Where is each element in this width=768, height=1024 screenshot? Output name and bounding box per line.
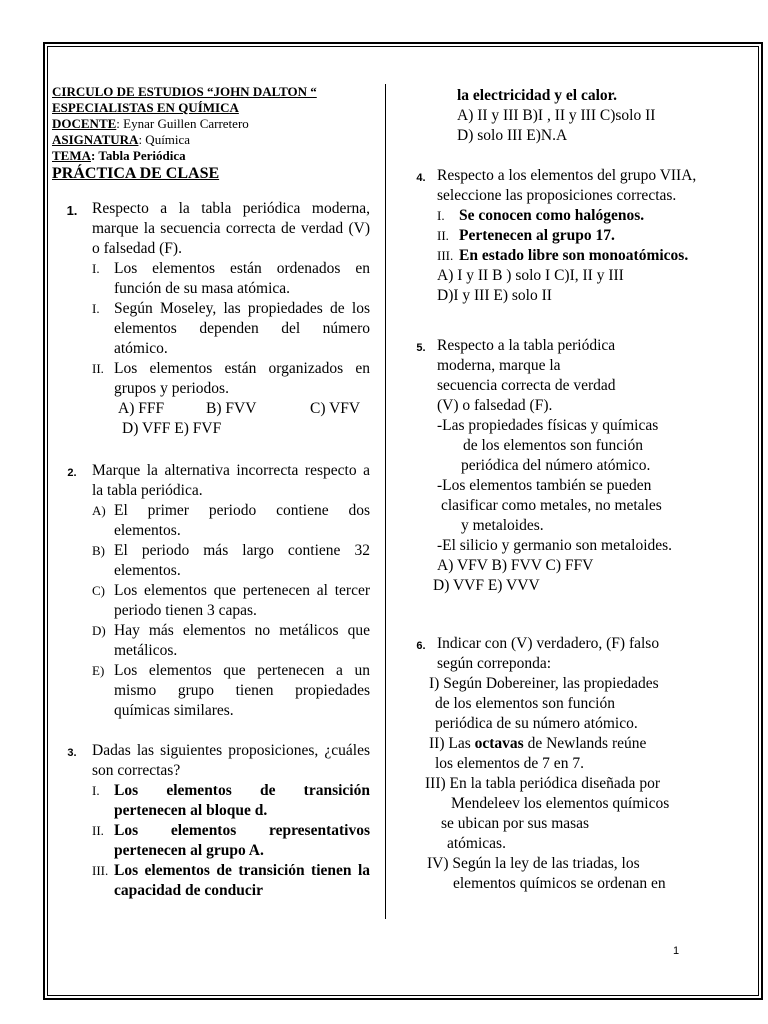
docente-line xyxy=(52,116,370,132)
asignatura-value: : Química xyxy=(138,132,191,147)
statement-i: periódica de su número atómico. xyxy=(435,715,638,732)
question-number: 2. xyxy=(67,467,77,479)
statement: I. Los elementos de transición pertenecen al bloque d. xyxy=(92,782,370,819)
answer-options: D)I y III E) solo II xyxy=(437,287,552,304)
asignatura-line xyxy=(52,132,370,148)
question-stem: Respecto a los elementos del grupo VIIA, seleccione las proposiciones correctas. xyxy=(437,167,697,204)
answer-options: D) VFF E) FVF xyxy=(122,420,222,437)
statement: III. Los elementos de transición tienen la capacidad de conducir xyxy=(92,862,370,899)
proposition: -Las propiedades físicas y químicas xyxy=(437,417,659,434)
tema-line xyxy=(52,148,370,164)
statement-i: de los elementos son función xyxy=(435,695,615,712)
docente-label: DOCENTE xyxy=(52,116,117,131)
answer-options: D) VVF E) VVV xyxy=(433,577,540,594)
statement: I. Se conocen como halógenos. xyxy=(437,207,645,224)
question-5 xyxy=(405,336,717,596)
statement-iv: IV) Según la ley de las triadas, los xyxy=(427,855,640,872)
option: C) Los elementos que pertenecen al tercer periodo tienen 3 capas. xyxy=(92,582,370,619)
statement: II. Los elementos representativos pertenecen al grupo A. xyxy=(92,822,370,859)
question-number: 5. xyxy=(416,342,426,354)
stem-line: Respecto a la tabla periódica xyxy=(437,337,616,354)
q3-options-line1: A) II y III B)I , II y III C)solo II xyxy=(457,107,656,124)
asignatura-label: ASIGNATURA xyxy=(52,132,139,147)
proposition: -Los elementos también se pueden xyxy=(437,477,652,494)
statement-iv: elementos químicos se ordenan en xyxy=(453,875,666,892)
question-stem: Respecto a la tabla periódica moderna, marque la secuencia correcta de verdad (V) o falsedad (F). xyxy=(92,200,370,257)
statement: II. Pertenecen al grupo 17. xyxy=(437,227,615,244)
option: D) Hay más elementos no metálicos que metálicos. xyxy=(92,622,370,659)
statement-ii: II) Las octavas de Newlands reúne xyxy=(429,735,647,752)
statement-i: I) Según Dobereiner, las propiedades xyxy=(429,675,659,692)
answer-options: A) I y II B ) solo I C)I, II y III xyxy=(437,267,624,284)
column-divider xyxy=(385,84,386,919)
answer-options: A) VFV B) FVV C) FFV xyxy=(437,557,594,574)
question-6 xyxy=(405,634,717,894)
question-number: 1. xyxy=(66,203,78,218)
statement: III. En estado libre son monoatómicos. xyxy=(437,247,689,264)
question-3 xyxy=(52,741,370,901)
statement-iii: Mendeleev los elementos químicos xyxy=(451,795,670,812)
docente-value: : Eynar Guillen Carretero xyxy=(116,116,249,131)
statement-iii: atómicas. xyxy=(447,835,506,852)
question-stem: Dadas las siguientes proposiciones, ¿cuáles son correctas? xyxy=(92,742,370,779)
statement-ii: los elementos de 7 en 7. xyxy=(435,755,584,772)
stem-line: secuencia correcta de verdad xyxy=(437,377,616,394)
option: A) El primer periodo contiene dos elementos. xyxy=(92,502,370,539)
stem-line: Indicar con (V) verdadero, (F) falso xyxy=(437,635,660,652)
statement: I. Los elementos están ordenados en función de su masa atómica. xyxy=(92,260,370,297)
tema-value: : Tabla Periódica xyxy=(91,148,186,163)
statement: I. Según Moseley, las propiedades de los elementos dependen del número atómico. xyxy=(92,300,370,357)
right-column xyxy=(405,86,717,894)
question-number: 4. xyxy=(416,172,426,184)
q3-options-line2: D) solo III E)N.A xyxy=(457,127,568,144)
question-2 xyxy=(52,461,370,721)
header-block xyxy=(52,84,370,164)
page-title: PRÁCTICA DE CLASE xyxy=(52,165,220,182)
option: B) El periodo más largo contiene 32 elementos. xyxy=(92,542,370,579)
stem-line: (V) o falsedad (F). xyxy=(437,397,553,414)
statement-iii: III) En la tabla periódica diseñada por xyxy=(425,775,660,792)
answer-options: A) FFF B) FVV C) VFV xyxy=(118,400,361,417)
question-number: 3. xyxy=(67,747,77,759)
tema-label: TEMA xyxy=(52,148,91,163)
question-number: 6. xyxy=(416,640,426,652)
proposition: periódica del número atómico. xyxy=(461,457,651,474)
stem-line: moderna, marque la xyxy=(437,357,561,374)
statement-iii: se ubican por sus masas xyxy=(441,815,590,832)
stem-line: según correponda: xyxy=(437,655,552,672)
question-4 xyxy=(405,166,717,306)
institution-line2: ESPECIALISTAS EN QUÍMICA xyxy=(52,100,239,115)
left-column xyxy=(52,84,370,901)
q3-continuation: la electricidad y el calor. xyxy=(457,87,617,104)
proposition: de los elementos son función xyxy=(463,437,643,454)
proposition: clasificar como metales, no metales xyxy=(441,497,662,514)
statement: II. Los elementos están organizados en grupos y periodos. xyxy=(92,360,370,397)
page-number: 1 xyxy=(673,945,680,957)
question-stem: Marque la alternativa incorrecta respecto a la tabla periódica. xyxy=(92,462,370,499)
option: E) Los elementos que pertenecen a un mismo grupo tienen propiedades químicas similares. xyxy=(92,662,370,719)
institution-line1: CIRCULO DE ESTUDIOS “JOHN DALTON “ xyxy=(52,84,317,99)
proposition: y metaloides. xyxy=(461,517,544,534)
proposition: -El silicio y germanio son metaloides. xyxy=(437,537,673,554)
question-1 xyxy=(52,199,370,439)
